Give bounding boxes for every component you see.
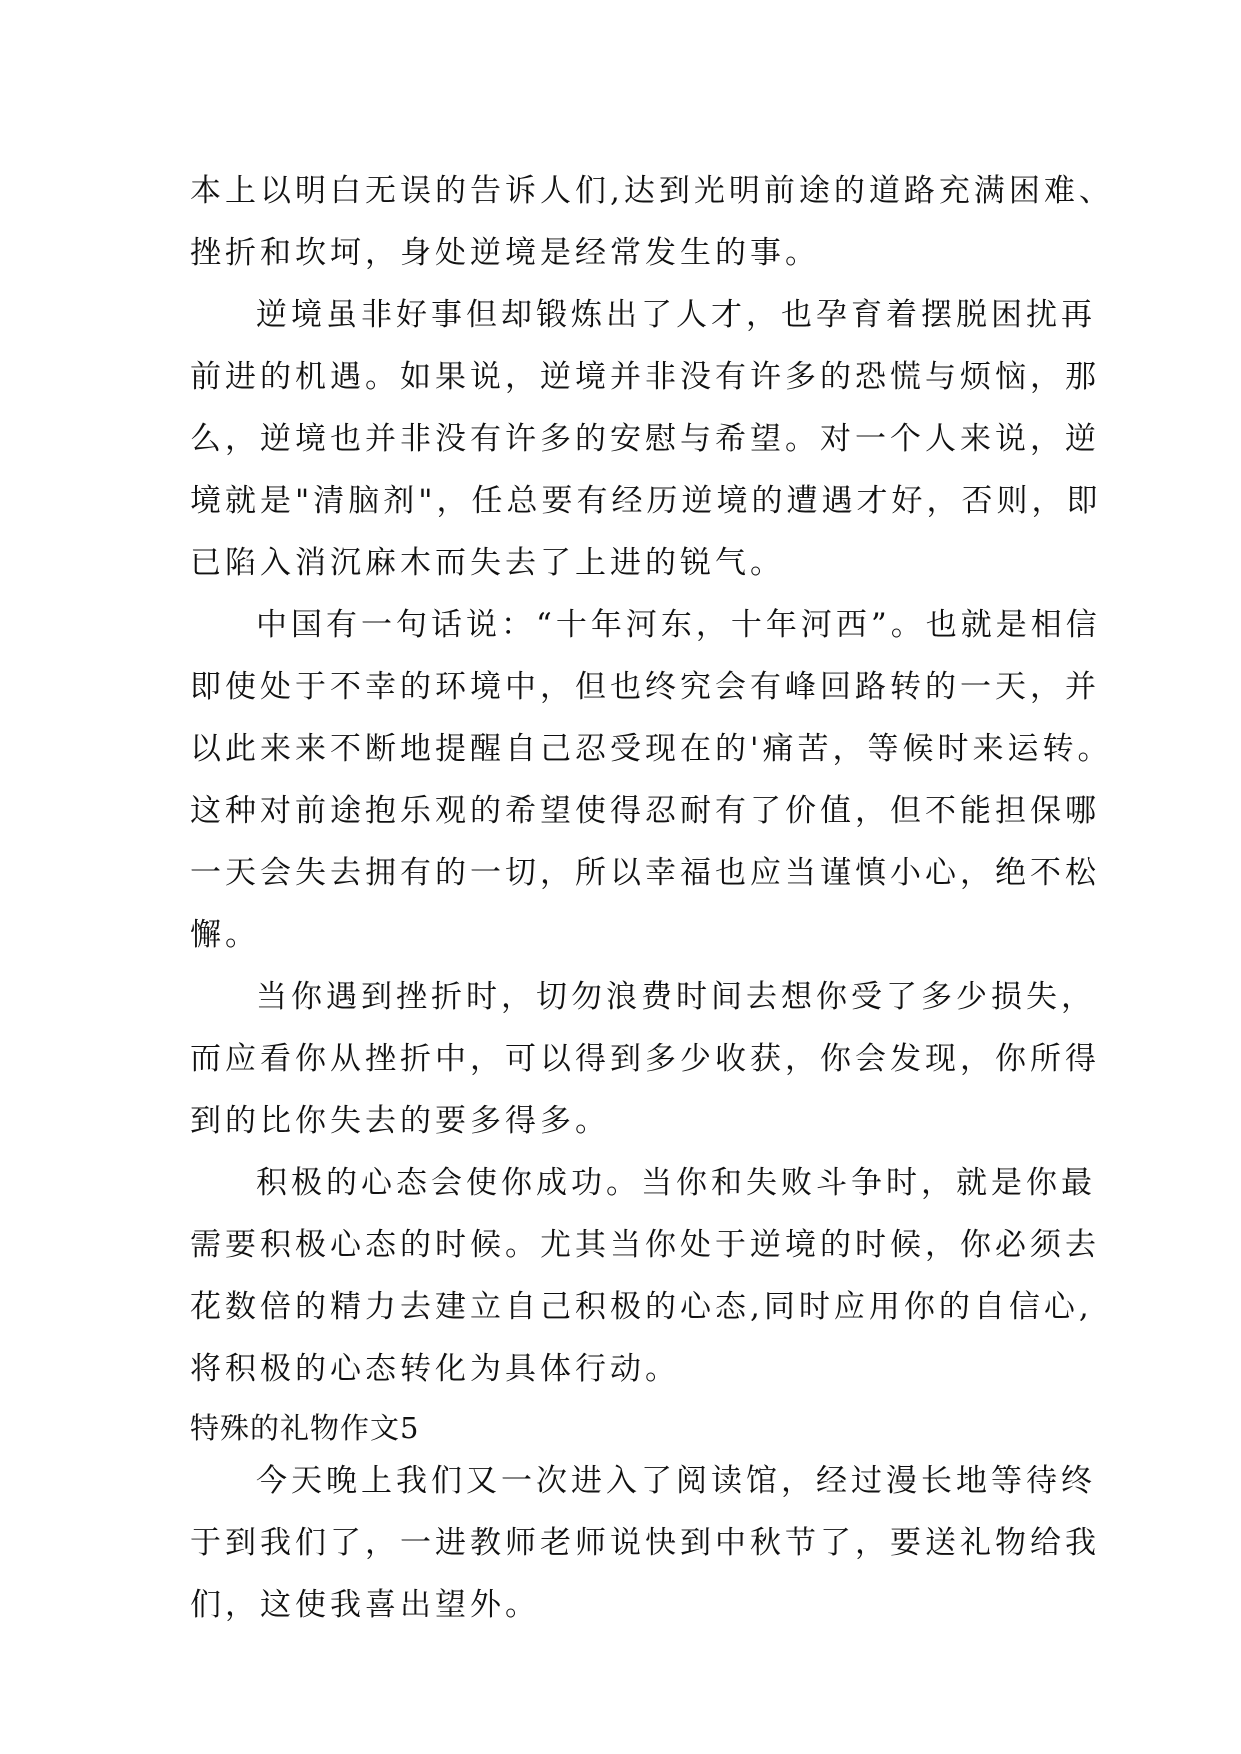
paragraph-first-line: 当你遇到挫折时，切勿浪费时间去想你受了多少损失，: [256, 979, 1096, 1015]
text-line: 这种对前途抱乐观的希望使得忍耐有了价值，但不能担保哪: [190, 793, 1100, 829]
text-line: 么，逆境也并非没有许多的安慰与希望。对一个人来说，逆: [190, 421, 1100, 457]
document-body: [190, 160, 1114, 1636]
text-line: 前进的机遇。如果说，逆境并非没有许多的恐慌与烦恼，那: [190, 359, 1100, 395]
text-line: 以此来来不断地提醒自己忍受现在的'痛苦，等候时来运转。: [190, 731, 1113, 767]
text-line: 懈。: [190, 917, 260, 953]
text-line: 境就是"清脑剂"，任总要有经历逆境的遭遇才好，否则，即: [190, 483, 1102, 519]
text-line: 已陷入消沉麻木而失去了上进的锐气。: [190, 545, 785, 581]
text-line: 挫折和坎坷，身处逆境是经常发生的事。: [190, 235, 820, 271]
paragraph-first-line: 逆境虽非好事但却锻炼出了人才，也孕育着摆脱困扰再: [256, 297, 1096, 333]
text-line: 而应看你从挫折中，可以得到多少收获，你会发现，你所得: [190, 1041, 1100, 1077]
text-line: 一天会失去拥有的一切，所以幸福也应当谨慎小心，绝不松: [190, 855, 1100, 891]
paragraph-first-line: 今天晚上我们又一次进入了阅读馆，经过漫长地等待终: [256, 1463, 1096, 1499]
text-line: 需要积极心态的时候。尤其当你处于逆境的时候，你必须去: [190, 1227, 1100, 1263]
paragraph-first-line: 积极的心态会使你成功。当你和失败斗争时，就是你最: [256, 1165, 1096, 1201]
text-line: 们，这使我喜出望外。: [190, 1587, 540, 1623]
text-line: 到的比你失去的要多得多。: [190, 1103, 610, 1139]
section-heading: 特殊的礼物作文5: [190, 1411, 420, 1445]
paragraph-first-line: 中国有一句话说：“十年河东，十年河西”。也就是相信: [256, 607, 1101, 643]
text-line: 即使处于不幸的环境中，但也终究会有峰回路转的一天，并: [190, 669, 1100, 705]
text-line: 本上以明白无误的告诉人们,达到光明前途的道路充满困难、: [190, 173, 1114, 209]
text-line: 花数倍的精力去建立自己积极的心态,同时应用你的自信心,: [190, 1289, 1093, 1325]
text-line: 将积极的心态转化为具体行动。: [190, 1351, 680, 1387]
text-line: 于到我们了，一进教师老师说快到中秋节了，要送礼物给我: [190, 1525, 1100, 1561]
